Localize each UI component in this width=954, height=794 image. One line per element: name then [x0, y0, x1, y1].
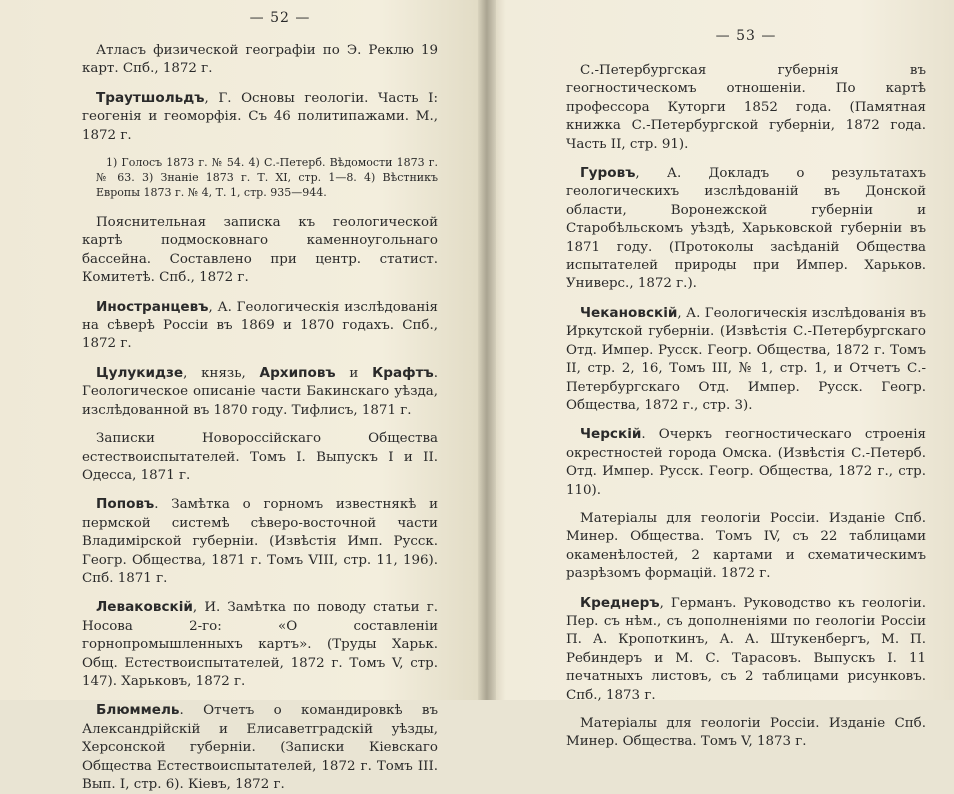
- footnote: 1) Голосъ 1873 г. № 54. 4) С.-Петерб. Вѣдомости 1873 г. № 63. 3) Знаніе 1873 г. Т. XI, стр. 1—8. 4) Вѣстникъ Европы 1873 г. № 4, Т. 1, стр. 935—944.: [96, 156, 438, 200]
- book-gutter: [478, 0, 496, 700]
- page-number-left: — 52 —: [249, 10, 311, 26]
- page-number-right: — 53 —: [715, 28, 777, 44]
- entry-author: Гуровъ: [580, 165, 636, 182]
- entry-text: , князь,: [183, 365, 260, 381]
- entry: [566, 510, 926, 584]
- entry-author: Блюммель: [96, 702, 180, 719]
- entry-author: Чекановскій: [580, 304, 678, 321]
- entry: [566, 715, 926, 752]
- entry-author: Архиповъ: [259, 364, 336, 381]
- left-page: [0, 0, 478, 792]
- entry: [566, 304, 926, 415]
- entry-text: . Замѣтка о горномъ известнякѣ и пермской системѣ сѣверо-восточной части Владимірской губерніи. (Извѣстія Имп. Русск. Геогр. Общества, 1871 г. Томъ VIII, стр. 11, 196). Спб. 1871 г.: [82, 497, 438, 586]
- entry: [82, 89, 438, 145]
- entry: [566, 62, 926, 154]
- entry: [82, 214, 438, 288]
- entry-author: Иностранцевъ: [96, 298, 209, 315]
- entry-text: Атласъ физической географіи по Э. Реклю 19 карт. Спб., 1872 г.: [82, 43, 438, 77]
- entry-author: Крафтъ: [372, 364, 434, 381]
- entry: [566, 594, 926, 705]
- entry-text: , А. Геологическія изслѣдованія въ Иркутской губерніи. (Извѣстія С.-Петербургскаго Отд. Импер. Русск. Геогр. Общества, 1872 г. Томъ II, стр. 2, 16, Томъ III, № 1, стр. 1, и Отчетъ С.-Петербургскаго Отд. Импер. Русск. Геогр. Общества, 1872 г., стр. 3).: [566, 305, 926, 413]
- entry: [82, 495, 438, 588]
- entry-text: Матеріалы для геологіи Россіи. Изданіе Спб. Минер. Общества. Томъ IV, съ 22 таблицами окаменѣлостей, 2 картами и схематическимъ разрѣзомъ формацій. 1872 г.: [566, 510, 926, 582]
- entry: [566, 425, 926, 500]
- entry-text: С.-Петербургская губернія въ геогностическомъ отношеніи. По картѣ профессора Куторги 1852 года. (Памятная книжка С.-Петербургской губерніи, 1872 года. Часть II, стр. 91).: [566, 63, 926, 152]
- entry-text: , Г. Основы геологіи. Часть I: геогенія и геоморфія. Съ 46 политипажами. М., 1872 г.: [82, 90, 438, 143]
- entry: [82, 430, 438, 485]
- entry-text: . Отчетъ о командировкѣ въ Александрійскій и Елисаветградскій уѣзды, Херсонской губерніи. (Записки Кіевскаго Общества Естествоиспытателей, 1872 г. Томъ III. Вып. I, стр. 6). Кіевъ, 1872 г.: [82, 703, 438, 792]
- entry-text: Пояснительная записка къ геологической картѣ подмосковнаго каменноугольнаго бассейна. Составлено при центр. статист. Комитетѣ. Спб., 1872 г.: [82, 215, 438, 286]
- right-page: [496, 0, 954, 750]
- entry: [566, 164, 926, 294]
- entry-text: Записки Новороссійскаго Общества естествоиспытателей. Томъ I. Выпускъ I и II. Одесса, 1871 г.: [82, 431, 438, 483]
- entry-text: Матеріалы для геологіи Россіи. Изданіе Спб. Минер. Общества. Томъ V, 1873 г.: [566, 716, 926, 750]
- entry: [82, 364, 438, 420]
- entry-text: , А. Геологическія изслѣдованія на сѣверѣ Россіи въ 1869 и 1870 годахъ. Спб., 1872 г.: [82, 299, 438, 352]
- entry-text: и: [335, 365, 373, 381]
- entry-text: . Геологическое описаніе части Бакинскаго уѣзда, изслѣдованной въ 1870 году. Тифлисъ, 1871 г.: [82, 365, 438, 418]
- entry-author: Цулукидзе: [96, 364, 184, 381]
- entry-author: Черскій: [580, 426, 642, 443]
- entry-author: Креднеръ: [580, 594, 660, 611]
- entry-text: , А. Докладъ о результатахъ геологическихъ изслѣдованій въ Донской области, Воронежской губерніи и Старобѣльскомъ уѣздѣ, Харьковской губерніи въ 1871 году. (Протоколы засѣданій Общества испытателей природы при Импер. Харьков. Универс., 1872 г.).: [566, 166, 926, 292]
- entry-text: , Германъ. Руководство къ геологіи. Пер. съ нѣм., съ дополненіями по геологіи Россіи П. А. Кропоткинъ, А. А. Штукенбергъ, М. П. Ребиндеръ и М. С. Тарасовъ. Выпускъ I. 11 печатныхъ листовъ, съ 2 таблицами рисунковъ. Спб., 1873 г.: [566, 595, 926, 703]
- entry-author: Поповъ: [96, 496, 155, 513]
- entry-author: Траутшольдъ: [96, 89, 205, 106]
- entry-text: . Очеркъ геогностическаго строенія окрестностей города Омска. (Извѣстія С.-Петерб. Отд. Импер. Русск. Геогр. Общества, 1872 г., стр. 110).: [566, 427, 926, 498]
- entry-author: Леваковскій: [96, 599, 193, 616]
- entry: [82, 701, 438, 794]
- entry-text: , И. Замѣтка по поводу статьи г. Носова 2-го: «О составленіи горнопромышленныхъ картъ». (Труды Харьк. Общ. Естествоиспытателей, 1872 г. Томъ V, стр. 147). Харьковъ, 1872 г.: [82, 600, 438, 689]
- entry: [82, 598, 438, 691]
- entry: [82, 42, 438, 79]
- entry: [82, 298, 438, 354]
